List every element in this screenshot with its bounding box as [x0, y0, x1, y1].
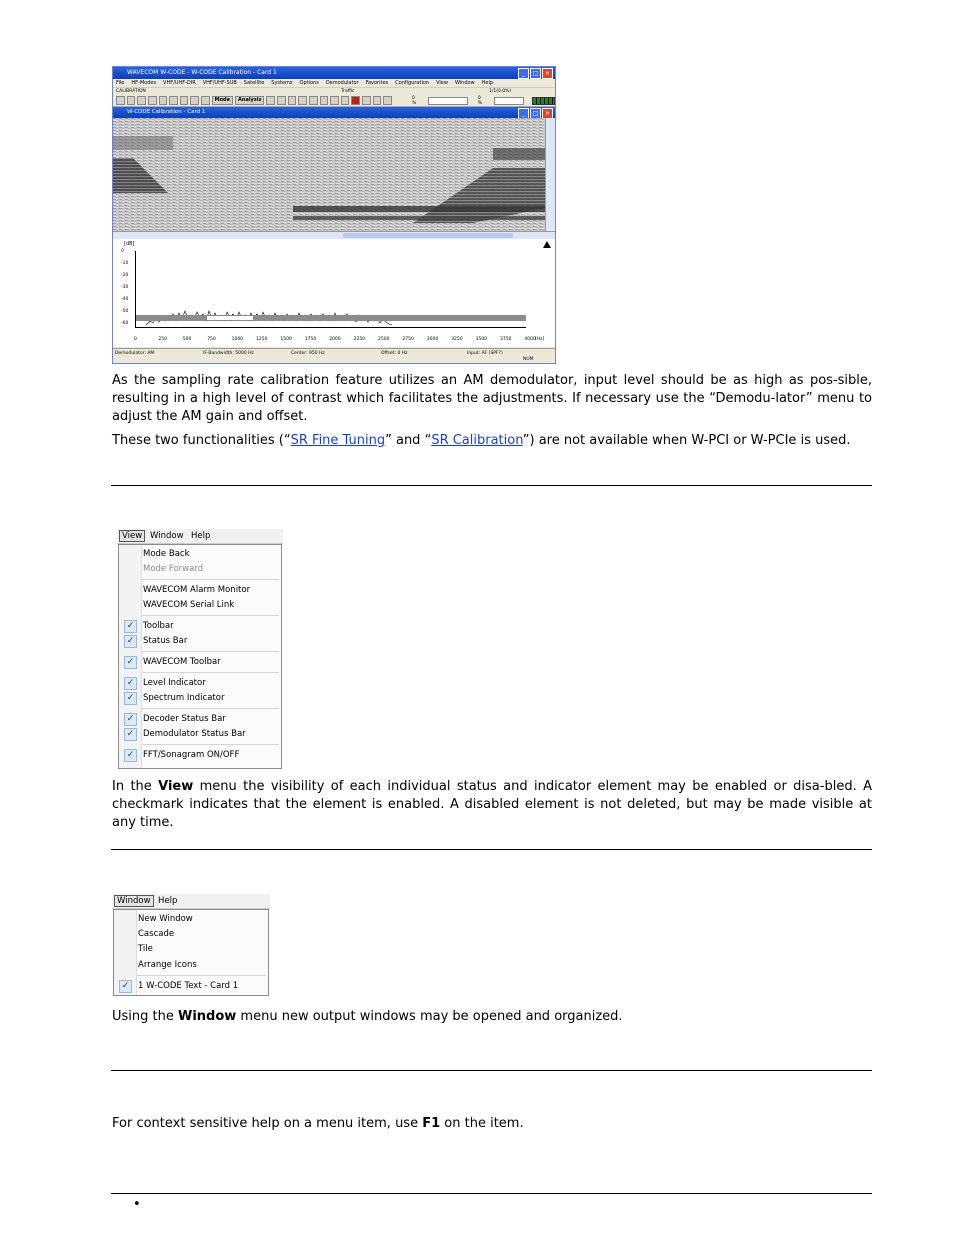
app-menu-hf-modes[interactable]: HF-Modes: [131, 80, 157, 86]
grid-icon[interactable]: [373, 96, 382, 105]
window-menu-item-cascade[interactable]: Cascade: [138, 929, 175, 939]
spectrum-y-tick: -20: [121, 273, 129, 278]
child-window-title: W-CODE Calibration - Card 1: [127, 109, 206, 115]
app-title: WAVECOM W-CODE - W-CODE Calibration - Card 1: [127, 69, 277, 76]
forward-icon[interactable]: [277, 96, 286, 105]
spectrum-x-tick: 250: [158, 337, 167, 342]
footer-input: Input: AF (SPF?): [467, 351, 503, 356]
paragraph-view: [112, 778, 872, 832]
sr-fine-tuning-link[interactable]: SR Fine Tuning: [290, 433, 386, 448]
window-menu-bar: [112, 894, 270, 909]
menu-separator: [142, 744, 279, 745]
checkmark-icon: ✓: [124, 728, 137, 741]
window-menu-screenshot: [112, 894, 270, 996]
spectrum-y-tick: -50: [121, 309, 129, 314]
zoom-icon[interactable]: [298, 96, 307, 105]
view-menu-item-demodulator-status-bar[interactable]: Demodulator Status Bar: [143, 729, 246, 739]
spectrum-x-tick: 2500: [378, 337, 390, 342]
view-menu-dropdown: [118, 544, 282, 769]
view-menu-item-fft-sonagram-on-off[interactable]: FFT/Sonagram ON/OFF: [143, 750, 240, 760]
window-menu-item-1-w-code-text-card-1[interactable]: 1 W-CODE Text - Card 1: [138, 981, 239, 991]
text-segment: on the item.: [440, 1116, 524, 1131]
new-icon[interactable]: [116, 96, 125, 105]
checkmark-icon: ✓: [124, 677, 137, 690]
view-menu-item-wavecom-toolbar[interactable]: WAVECOM Toolbar: [143, 657, 221, 667]
app-screenshot: [112, 66, 556, 364]
footer-num: NUM: [523, 357, 534, 362]
menu-separator: [142, 708, 279, 709]
checkmark-icon: ✓: [124, 713, 137, 726]
view-menu-item-wavecom-alarm-monitor[interactable]: WAVECOM Alarm Monitor: [143, 585, 251, 595]
sonagram-image: [113, 118, 545, 231]
spectrum-x-tick: 2000: [329, 337, 341, 342]
menu-separator: [142, 672, 279, 673]
text-segment: For context sensitive help on a menu item, use: [112, 1116, 423, 1131]
checkmark-icon: ✓: [124, 749, 137, 762]
play-icon[interactable]: [309, 96, 318, 105]
stop-icon[interactable]: [288, 96, 297, 105]
sr-calibration-link[interactable]: SR Calibration: [431, 433, 523, 448]
text-segment: ” and “: [385, 433, 432, 448]
spectrum-band-selection[interactable]: [206, 315, 254, 321]
bold-f1: F1: [422, 1116, 441, 1131]
app-menu-favorites[interactable]: Favorites: [365, 80, 389, 86]
menu-separator: [137, 975, 266, 976]
menu-window[interactable]: Window: [150, 531, 184, 541]
view-menu-item-status-bar[interactable]: Status Bar: [143, 636, 188, 646]
checkmark-icon: ✓: [119, 980, 132, 993]
spectrum-icon[interactable]: [341, 96, 350, 105]
spectrum-y-tick: -40: [121, 297, 129, 302]
maximize-icon[interactable]: □: [530, 68, 541, 79]
window-icon[interactable]: [383, 96, 392, 105]
undo-icon[interactable]: [190, 96, 199, 105]
section-divider: [111, 849, 872, 850]
view-menu-item-level-indicator[interactable]: Level Indicator: [143, 678, 206, 688]
menu-window[interactable]: Window: [114, 895, 154, 907]
window-menu-item-tile[interactable]: Tile: [138, 944, 153, 954]
spectrum-band-bar: [136, 315, 526, 321]
spectrum-x-tick: 1000: [231, 337, 244, 342]
spectrum-x-tick: 2750: [402, 337, 414, 342]
mode-button[interactable]: Mode: [212, 96, 233, 105]
text-segment: menu the visibility of each individual status and indicator element may be enabled or disa-bled. A checkmark indicates that the element is enabled. A disabled element is not deleted, but may be made visible at any time.: [112, 779, 872, 830]
spectrum-x-tick: 3500: [475, 337, 488, 342]
print-icon[interactable]: [159, 96, 168, 105]
spectrum-x-tick: 500: [182, 337, 192, 342]
minimize-icon[interactable]: _: [518, 68, 529, 79]
menu-separator: [142, 579, 279, 580]
app-menu-window[interactable]: Window: [454, 80, 475, 86]
status-traffic: Traffic: [341, 89, 355, 94]
app-status-row: [113, 87, 555, 95]
spectrum-x-tick: 1250: [256, 337, 268, 342]
footer-center: Center: 950 Hz: [291, 351, 325, 356]
spectrum-y-tick: -10: [121, 261, 129, 266]
menu-view[interactable]: View: [119, 530, 145, 542]
status-count: 1/1(0.0%): [489, 89, 512, 94]
app-menu-options[interactable]: Options: [299, 80, 319, 86]
checkmark-icon: ✓: [124, 692, 137, 705]
app-menu-vhf-uhf-sub[interactable]: VHF/UHF-SUB: [202, 80, 237, 86]
sonagram-display: [113, 118, 555, 231]
level-pct-2: 0 %: [477, 95, 483, 106]
app-menu-demodulator[interactable]: Demodulator: [325, 80, 359, 86]
footer-bandwidth: IF-Bandwidth: 5000 Hz: [203, 351, 254, 356]
level-meter-2: [494, 97, 524, 105]
menu-separator: [142, 615, 279, 616]
footer-divider: [111, 1193, 872, 1194]
window-menu-item-arrange-icons[interactable]: Arrange Icons: [138, 960, 197, 970]
footer-bullet: •: [133, 1197, 141, 1212]
paragraph-help: [112, 1115, 872, 1133]
close-icon[interactable]: ×: [542, 68, 553, 79]
spectrum-x-tick: 3000: [426, 337, 439, 342]
spectrum-x-tick: 750: [207, 337, 216, 342]
app-menu-satellite[interactable]: Satellite: [243, 80, 265, 86]
menu-separator: [142, 651, 279, 652]
child-window-titlebar: [113, 107, 555, 118]
menu-help[interactable]: Help: [158, 896, 178, 906]
app-titlebar: [113, 67, 555, 79]
spectrum-x-tick: 0: [134, 337, 137, 342]
view-menu-item-decoder-status-bar[interactable]: Decoder Status Bar: [143, 714, 226, 724]
status-mode: CALIBRATION: [116, 89, 146, 94]
spectrum-x-tick: 3250: [451, 337, 463, 342]
analysis-button[interactable]: Analysis: [235, 96, 264, 105]
cut-icon[interactable]: [169, 96, 178, 105]
spectrum-x-tick: 3750: [500, 337, 512, 342]
spectrum-y-tick: 0: [121, 249, 124, 254]
text-segment: These two functionalities (“: [112, 433, 291, 448]
window-menu-dropdown: [113, 909, 269, 996]
app-menu-help[interactable]: Help: [481, 80, 494, 86]
window-menu-item-new-window[interactable]: New Window: [138, 914, 193, 924]
save-icon[interactable]: [137, 96, 146, 105]
child-maximize-icon[interactable]: □: [530, 108, 541, 119]
view-menu-item-mode-forward: Mode Forward: [143, 564, 204, 574]
bold-window: Window: [178, 1009, 237, 1024]
footer-offset: Offset: 0 Hz: [381, 351, 408, 356]
app-menu-systems[interactable]: Systems: [271, 80, 293, 86]
checkmark-icon: ✓: [124, 635, 137, 648]
spectrum-y-tick: -60: [121, 321, 129, 326]
spectrum-y-tick: -30: [121, 285, 129, 290]
menu-help[interactable]: Help: [191, 531, 211, 541]
text-segment: In the: [112, 779, 159, 794]
settings-icon[interactable]: [362, 96, 371, 105]
view-menu-item-mode-back[interactable]: Mode Back: [143, 549, 190, 559]
level-pct-1: 0 %: [411, 95, 417, 106]
child-close-icon[interactable]: ×: [542, 108, 553, 119]
open-icon[interactable]: [127, 96, 136, 105]
view-menu-bar: [117, 529, 283, 544]
spectrum-x-tick: 1750: [304, 337, 317, 342]
app-statusbar: [113, 348, 555, 363]
text-segment: Using the: [112, 1009, 178, 1024]
app-menu-configuration[interactable]: Configuration: [395, 80, 430, 86]
view-menu-item-spectrum-indicator[interactable]: Spectrum Indicator: [143, 693, 225, 703]
child-minimize-icon[interactable]: _: [518, 108, 529, 119]
spectrum-x-tick: 4000: [524, 337, 536, 342]
spectrum-panel: [113, 239, 555, 347]
section-divider: [111, 1070, 872, 1071]
spectrum-plot-area: [135, 251, 526, 328]
app-menu-view[interactable]: View: [436, 80, 448, 86]
checkmark-icon: ✓: [124, 620, 137, 633]
sonagram-hscroll[interactable]: [113, 231, 555, 239]
paragraph-window: [112, 1008, 872, 1026]
text-segment: ”) are not available when W-PCI or W-PCIe is used.: [522, 433, 851, 448]
sonagram-vscroll[interactable]: [545, 118, 555, 231]
footer-demodulator: Demodulator: AM: [115, 351, 155, 356]
section-divider: [111, 485, 872, 486]
spectrum-x-unit: [Hz]: [535, 337, 545, 342]
copy-icon[interactable]: [148, 96, 157, 105]
paragraph-calibration: As the sampling rate calibration feature utilizes an AM demodulator, input level should be as high as pos-sible, resulting in a high level of contrast which facilitates the adjustments. If necessary use the “Demodu-lator” menu to adjust the AM gain and offset.: [112, 373, 872, 424]
signal-level-indicator: [532, 97, 555, 105]
spectrum-x-tick: 2250: [353, 337, 366, 342]
view-menu-item-wavecom-serial-link[interactable]: WAVECOM Serial Link: [143, 600, 235, 610]
checkmark-icon: ✓: [124, 656, 137, 669]
view-menu-item-toolbar[interactable]: Toolbar: [143, 621, 174, 631]
app-menu-vhf-uhf-dir[interactable]: VHF/UHF-DIR: [163, 80, 196, 86]
text-segment: menu new output windows may be opened and organized.: [236, 1009, 623, 1024]
help-icon[interactable]: [201, 96, 210, 105]
bold-view: View: [158, 779, 194, 794]
paragraph-availability: [112, 432, 872, 450]
app-toolbar: [113, 95, 555, 107]
spectrum-x-tick: 1500: [280, 337, 292, 342]
app-menubar: [113, 79, 555, 87]
record-icon[interactable]: [351, 96, 360, 105]
back-icon[interactable]: [266, 96, 275, 105]
hscroll-thumb[interactable]: [343, 233, 513, 238]
view-menu-screenshot: [117, 529, 283, 769]
paste-icon[interactable]: [180, 96, 189, 105]
spectrum-unit: [dB]: [124, 241, 135, 247]
pause-icon[interactable]: [320, 96, 329, 105]
monitor-icon[interactable]: [330, 96, 339, 105]
level-meter-1: [428, 97, 468, 105]
peak-marker-icon[interactable]: [543, 241, 551, 248]
app-menu-file[interactable]: File: [116, 80, 125, 86]
